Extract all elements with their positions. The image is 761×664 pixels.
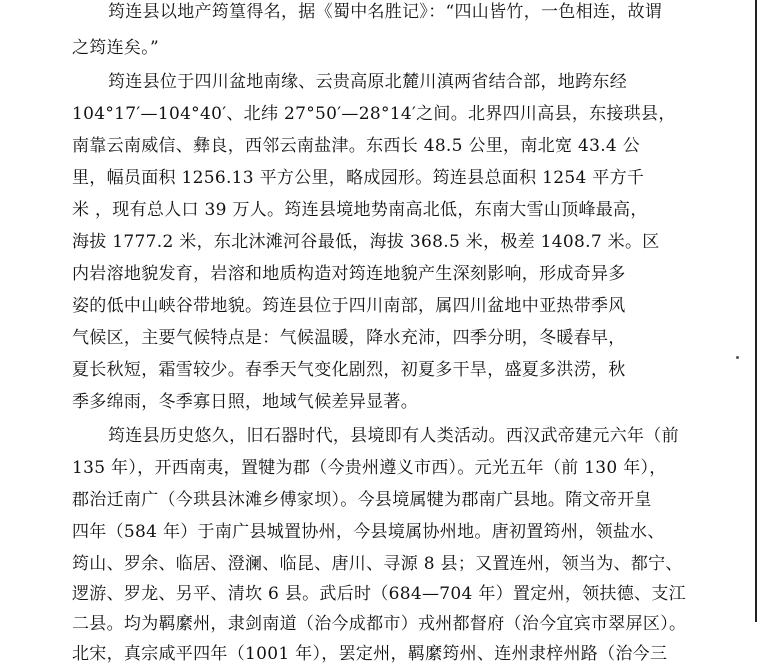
text-line: 104°17′—104°40′、北纬 27°50′—28°14′之间。北界四川高县，东接珙县，: [72, 104, 676, 124]
text-line: 筠连县位于四川盆地南缘、云贵高原北麓川滇两省结合部，地跨东经: [108, 72, 627, 92]
text-line: 筠山、罗余、临居、澄澜、临昆、唐川、寻源 8 县；又置连州，领当为、都宁、: [72, 554, 683, 574]
text-line: 筠连县历史悠久，旧石器时代，县境即有人类活动。西汉武帝建元六年（前: [108, 426, 679, 446]
text-line: 季多绵雨，冬季寡日照，地域气候差异显著。: [72, 392, 418, 412]
page-edge-line: [755, 0, 757, 622]
text-line: 四年（584 年）于南广县城置协州，今县境属协州地。唐初置筠州，领盐水、: [72, 522, 665, 542]
text-line: 筠连县以地产筠篁得名，据《蜀中名胜记》：“四山皆竹，一色相连，故谓: [108, 2, 663, 22]
text-line: 海拔 1777.2 米，东北沐滩河谷最低，海拔 368.5 米，极差 1408.7 米。区: [72, 232, 660, 252]
text-line: 二县。均为羁縻州，隶剑南道（治今成都市）戎州都督府（治今宜宾市翠屏区）。: [72, 614, 687, 634]
text-line: 气候区，主要气候特点是：气候温暖，降水充沛，四季分明，冬暖春早，: [72, 328, 626, 348]
text-line: 米 ，现有总人口 39 万人。筠连县境地势南高北低，东南大雪山顶峰最高，: [72, 200, 648, 220]
text-line: 里，幅员面积 1256.13 平方公里，略成园形。筠连县总面积 1254 平方千: [72, 168, 645, 188]
text-line: 夏长秋短，霜雪较少。春季天气变化剧烈，初夏多干旱，盛夏多洪涝，秋: [72, 360, 626, 380]
text-line: 内岩溶地貌发育，岩溶和地质构造对筠连地貌产生深刻影响，形成奇异多: [72, 264, 626, 284]
text-line: 135 年），开西南夷，置犍为郡（今贵州遵义市西）。元光五年（前 130 年），: [72, 458, 667, 478]
text-line: 郡治迁南广（今珙县沐滩乡傅家坝）。今县境属犍为郡南广县地。隋文帝开皇: [72, 490, 652, 510]
text-line: 姿的低中山峡谷带地貌。筠连县位于四川南部，属四川盆地中亚热带季风: [72, 296, 626, 316]
text-line: 之筠连矣。”: [72, 38, 159, 58]
text-line: 北宋，真宗咸平四年（1001 年），罢定州，羁縻筠州、连州隶梓州路（治今三: [72, 644, 668, 664]
text-line: 南靠云南威信、彝良，西邻云南盐津。东西长 48.5 公里，南北宽 43.4 公: [72, 136, 641, 156]
scan-speck: [736, 356, 739, 359]
text-line: 逻游、罗龙、另平、清坎 6 县。武后时（684—704 年）置定州，领扶德、支江: [72, 584, 686, 604]
